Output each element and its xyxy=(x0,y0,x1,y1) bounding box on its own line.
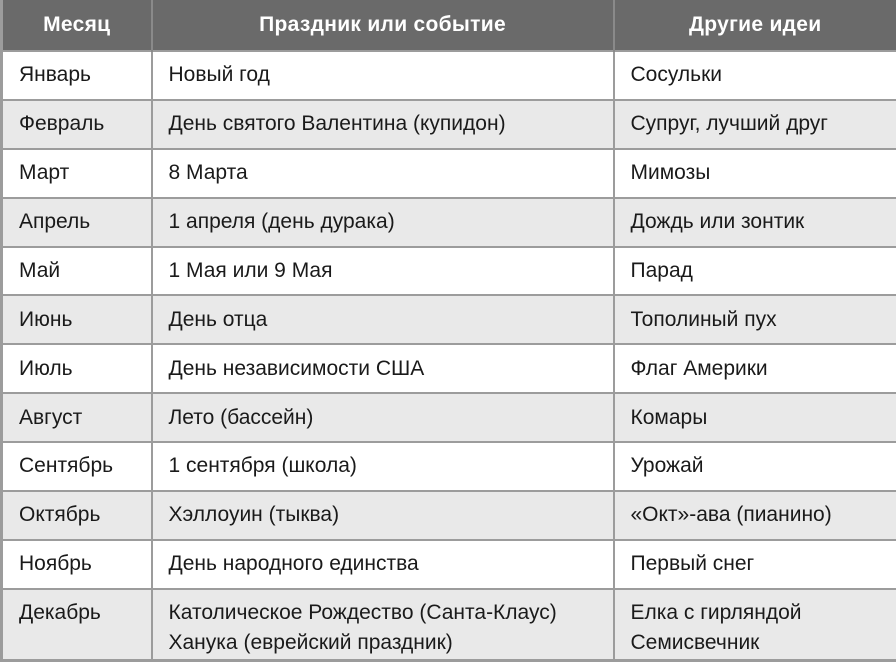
idea-cell xyxy=(614,540,896,589)
idea-cell xyxy=(614,393,896,442)
event-cell-line: Католическое Рождество (Санта-Клаус) xyxy=(168,600,557,624)
idea-cell-line: Комары xyxy=(630,405,708,429)
event-cell xyxy=(152,442,614,491)
idea-cell xyxy=(614,198,896,247)
idea-cell-line: Первый снег xyxy=(630,552,755,576)
event-cell-line: Хэллоуин (тыква) xyxy=(168,503,340,527)
month-cell: Октябрь xyxy=(2,491,152,540)
event-cell-line: 1 сентября (школа) xyxy=(168,454,357,478)
idea-cell-line: Семисвечник xyxy=(630,630,760,654)
idea-cell xyxy=(614,491,896,540)
month-cell: Июнь xyxy=(2,295,152,344)
table-body xyxy=(2,51,896,661)
event-cell-line: 8 Марта xyxy=(168,161,248,185)
event-cell-line: 1 апреля (день дурака) xyxy=(168,210,395,234)
table-row xyxy=(2,589,896,661)
table-row xyxy=(2,51,896,100)
idea-cell xyxy=(614,442,896,491)
idea-cell-line: «Окт»-ава (пианино) xyxy=(630,503,832,527)
month-cell: Февраль xyxy=(2,100,152,149)
table-row xyxy=(2,247,896,296)
idea-cell-line: Супруг, лучший друг xyxy=(630,112,828,136)
event-cell xyxy=(152,344,614,393)
event-cell xyxy=(152,247,614,296)
month-cell: Май xyxy=(2,247,152,296)
month-cell: Август xyxy=(2,393,152,442)
event-cell xyxy=(152,198,614,247)
header-row xyxy=(2,0,896,51)
event-cell xyxy=(152,491,614,540)
table-row xyxy=(2,100,896,149)
month-cell: Ноябрь xyxy=(2,540,152,589)
table-row xyxy=(2,344,896,393)
event-cell-line: Новый год xyxy=(168,63,270,87)
idea-cell-line: Урожай xyxy=(630,454,704,478)
event-cell-line: День отца xyxy=(168,307,268,331)
idea-cell xyxy=(614,100,896,149)
idea-cell-line: Сосульки xyxy=(630,63,722,87)
month-cell: Июль xyxy=(2,344,152,393)
table-row xyxy=(2,149,896,198)
header-ideas: Другие идеи xyxy=(614,0,896,51)
event-cell-line: День святого Валентина (купидон) xyxy=(168,112,506,136)
table-row xyxy=(2,540,896,589)
month-cell: Январь xyxy=(2,51,152,100)
idea-cell-line: Флаг Америки xyxy=(630,356,768,380)
event-cell xyxy=(152,540,614,589)
event-cell xyxy=(152,295,614,344)
event-cell xyxy=(152,393,614,442)
idea-cell xyxy=(614,247,896,296)
idea-cell-line: Парад xyxy=(630,258,693,282)
event-cell-line: Ханука (еврейский праздник) xyxy=(168,630,453,654)
month-cell: Апрель xyxy=(2,198,152,247)
event-cell-line: 1 Мая или 9 Мая xyxy=(168,258,333,282)
table-row xyxy=(2,295,896,344)
header-month: Месяц xyxy=(2,0,152,51)
event-cell-line: День независимости США xyxy=(168,356,425,380)
header-event: Праздник или событие xyxy=(152,0,614,51)
idea-cell-line: Елка с гирляндой xyxy=(630,600,802,624)
idea-cell xyxy=(614,589,896,661)
month-cell: Март xyxy=(2,149,152,198)
idea-cell xyxy=(614,295,896,344)
idea-cell-line: Тополиный пух xyxy=(630,307,777,331)
event-cell xyxy=(152,589,614,661)
table-row xyxy=(2,442,896,491)
event-cell xyxy=(152,149,614,198)
idea-cell-line: Мимозы xyxy=(630,161,711,185)
table-row xyxy=(2,393,896,442)
event-cell-line: Лето (бассейн) xyxy=(168,405,314,429)
event-cell xyxy=(152,51,614,100)
table-header xyxy=(2,0,896,51)
idea-cell xyxy=(614,149,896,198)
month-cell: Сентябрь xyxy=(2,442,152,491)
table-row xyxy=(2,198,896,247)
event-cell xyxy=(152,100,614,149)
month-cell: Декабрь xyxy=(2,589,152,661)
table-row xyxy=(2,491,896,540)
idea-cell xyxy=(614,344,896,393)
idea-cell xyxy=(614,51,896,100)
idea-cell-line: Дождь или зонтик xyxy=(630,210,805,234)
event-cell-line: День народного единства xyxy=(168,552,419,576)
